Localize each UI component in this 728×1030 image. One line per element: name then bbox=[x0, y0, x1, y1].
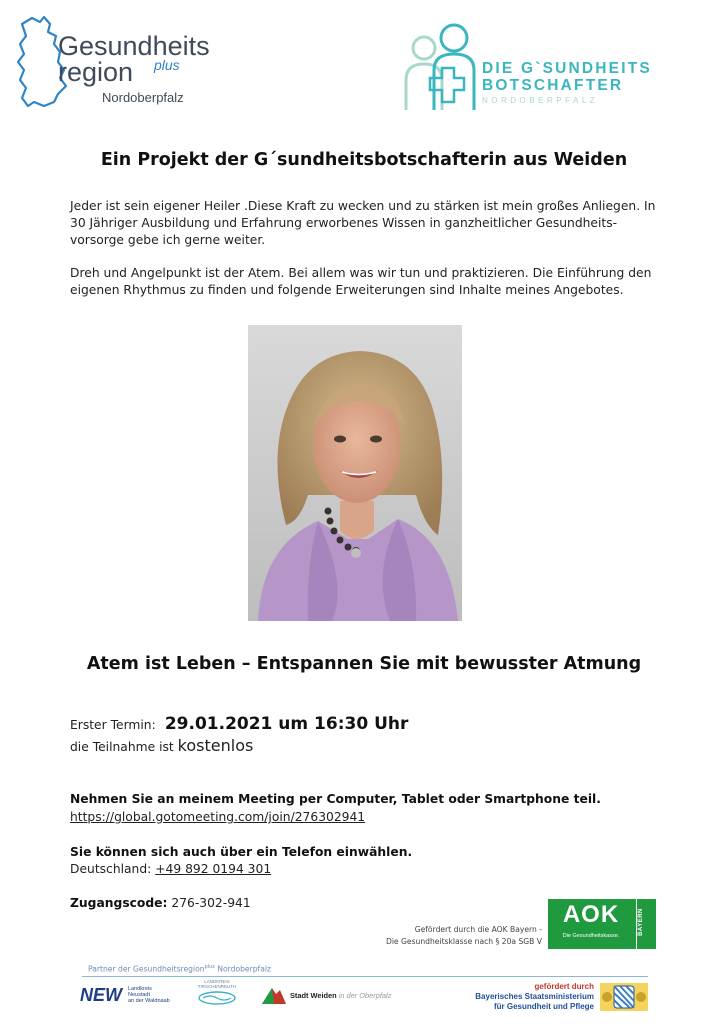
aok-logo bbox=[548, 899, 656, 949]
funding-note-line1: Gefördert durch die AOK Bayern - bbox=[414, 925, 542, 934]
meeting-heading: Nehmen Sie an meinem Meeting per Computer, Tablet oder Smartphone teil. bbox=[70, 792, 601, 806]
new-logo-line1: Landkreis bbox=[128, 986, 152, 992]
ministry-funding-text bbox=[420, 982, 594, 1012]
section-title: Atem ist Leben – Entspannen Sie mit bewusster Atmung bbox=[86, 654, 642, 674]
gsundheitsbotschafter-logo bbox=[402, 22, 682, 114]
cost-label: die Teilnahme ist bbox=[70, 740, 174, 754]
logo-text-nordoberpfalz: Nordoberpfalz bbox=[102, 90, 184, 105]
new-logo-word: NEW bbox=[80, 985, 122, 1005]
new-logo-text bbox=[128, 986, 170, 1004]
appointment-row bbox=[70, 714, 408, 734]
weiden-logo-text bbox=[290, 991, 391, 1000]
aok-logo-side bbox=[636, 899, 657, 949]
appointment-date: 29.01.2021 um 16:30 Uhr bbox=[164, 714, 409, 734]
cost-row bbox=[70, 736, 253, 755]
cost-value: kostenlos bbox=[177, 736, 254, 755]
landkreis-tirschenreuth-logo bbox=[192, 979, 242, 1007]
meeting-link[interactable]: https://global.gotomeeting.com/join/276302941 bbox=[70, 810, 366, 824]
tirschenreuth-line2: TIRSCHENREUTH bbox=[197, 984, 237, 989]
access-code-row bbox=[70, 896, 251, 910]
page-title: Ein Projekt der G´sundheitsbotschafterin aus Weiden bbox=[100, 150, 628, 170]
logo-text-plus: plus bbox=[154, 57, 180, 73]
footer-divider bbox=[82, 976, 648, 977]
funding-note-line2: Die Gesundheitsklasse nach § 20a SGB V bbox=[385, 937, 542, 946]
weiden-logo-name: Stadt Weiden bbox=[290, 991, 337, 1000]
aok-logo-bayern: BAYERN bbox=[637, 908, 644, 936]
ministry-line1: gefördert durch bbox=[534, 982, 594, 991]
aok-logo-tagline: Die Gesundheitskasse. bbox=[562, 933, 620, 939]
partner-label-prefix: Partner der Gesundheitsregion bbox=[88, 964, 205, 974]
water-waves-icon bbox=[197, 991, 237, 1005]
weiden-emblem-icon bbox=[262, 986, 286, 1004]
bavarian-crest-icon bbox=[600, 983, 648, 1011]
new-logo-line2: Neustadt bbox=[128, 992, 151, 998]
aok-logo-name: AOK bbox=[562, 901, 620, 928]
partner-label-plus: plus bbox=[204, 964, 215, 970]
breath-paragraph: Dreh und Angelpunkt ist der Atem. Bei allem was wir tun und praktizieren. Die Einführung den eigenen Rhythmus zu finden und folgende Erweiterungen sind Inhalte meines Angebotes. bbox=[70, 266, 652, 297]
appointment-label: Erster Termin: bbox=[70, 718, 156, 732]
logo-text-nordoberpfalz-right: NORDOBERPFALZ bbox=[482, 96, 599, 105]
landkreis-new-logo bbox=[80, 985, 170, 1006]
new-logo-line3: an der Waldnaab bbox=[128, 998, 170, 1004]
phone-row bbox=[70, 862, 271, 876]
logo-text-region: region bbox=[58, 57, 134, 87]
weiden-logo-sub: in der Oberpfalz bbox=[338, 991, 392, 1000]
partner-label bbox=[88, 964, 271, 974]
logo-text-botschafter: BOTSCHAFTER bbox=[482, 77, 624, 94]
ministry-line2: Bayerisches Staatsministerium bbox=[475, 992, 594, 1001]
phone-number-link[interactable]: +49 892 0194 301 bbox=[155, 862, 272, 876]
logo-text-die-gsundheits: DIE G`SUNDHEITS bbox=[482, 60, 652, 77]
intro-paragraph: Jeder ist sein eigener Heiler .Diese Kraft zu wecken und zu stärken ist mein großes Anliegen. In 30 Jähriger Ausbildung und Erfahrung erworbenes Wissen in ganzheitlicher Gesundheits-vorsorge gebe ich gerne weiter. bbox=[70, 199, 656, 247]
people-cross-icon bbox=[402, 22, 478, 114]
phone-heading: Sie können sich auch über ein Telefon einwählen. bbox=[70, 845, 413, 859]
logo-text-gesundheits: Gesundheits bbox=[58, 31, 210, 61]
ministry-line3: für Gesundheit und Pflege bbox=[493, 1002, 594, 1011]
funding-note bbox=[330, 924, 542, 948]
access-code-value: 276-302-941 bbox=[171, 896, 251, 910]
access-code-label: Zugangscode: bbox=[70, 896, 168, 910]
gesundheitsregion-logo bbox=[14, 14, 214, 110]
tirschenreuth-line1: LANDKREIS bbox=[204, 979, 230, 984]
portrait-photo bbox=[248, 325, 462, 621]
tirschenreuth-logo-text bbox=[192, 979, 242, 989]
partner-label-suffix: Nordoberpfalz bbox=[217, 964, 271, 974]
phone-label: Deutschland: bbox=[70, 862, 152, 876]
